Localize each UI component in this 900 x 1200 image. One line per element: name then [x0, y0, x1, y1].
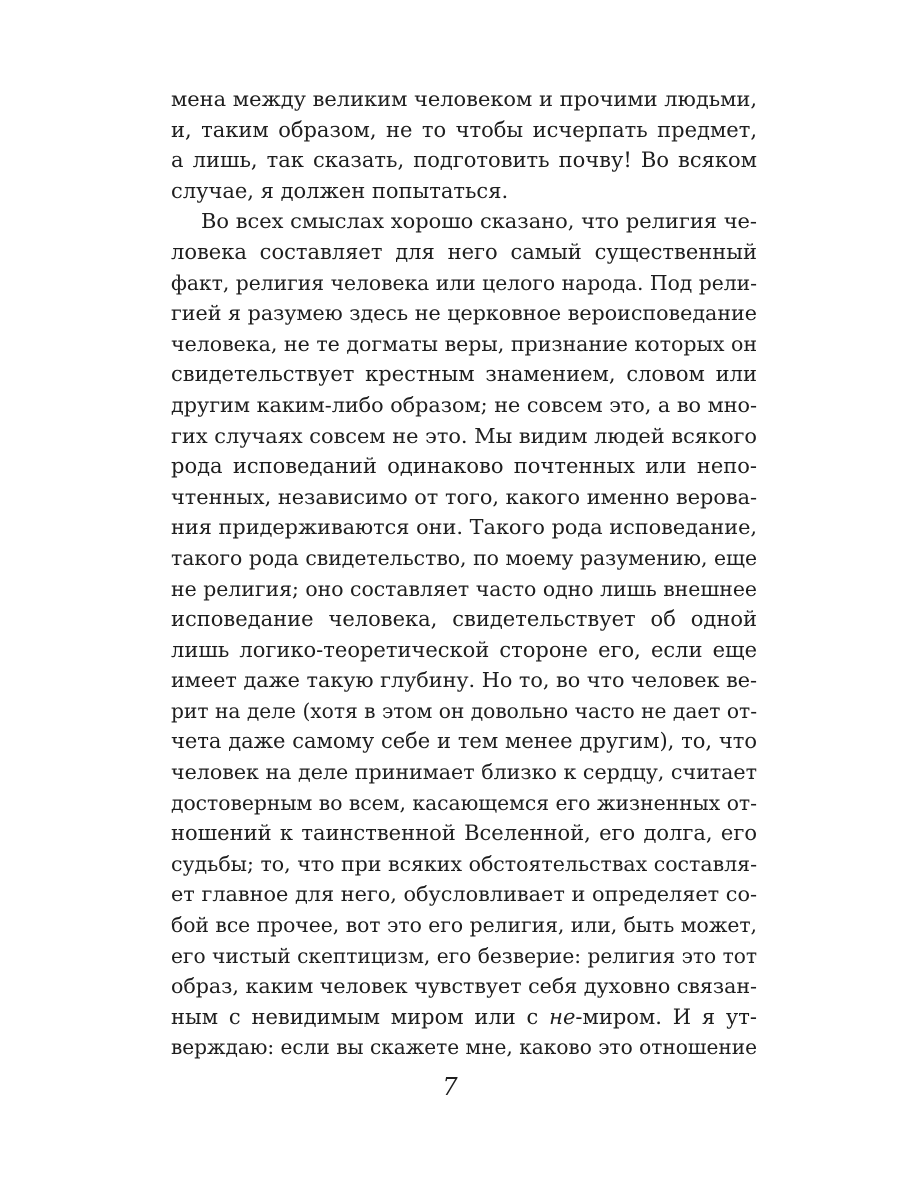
text-line: Во всех смыслах хорошо сказано, что религия че-	[201, 209, 757, 234]
text-line: верждаю: если вы скажете мне, каково это отношение	[171, 1035, 757, 1060]
text-line: чета даже самому себе и тем менее другим), то, что	[171, 729, 757, 754]
text-line: случае, я должен попытаться.	[171, 178, 509, 203]
text-line: свидетельствует крестным знамением, словом или	[171, 362, 757, 387]
text-line: гией я разумею здесь не церковное вероисповедание	[171, 301, 757, 326]
text-line: рит на деле (хотя в этом он довольно часто не дает от-	[171, 698, 757, 723]
body-text	[171, 84, 757, 1063]
text-line: образ, каким человек чувствует себя духовно связан-	[171, 974, 757, 999]
text-line: такого рода свидетельство, по моему разумению, еще	[171, 545, 757, 570]
text-line: ношений к таинственной Вселенной, его долга, его	[171, 821, 757, 846]
text-line: мена между великим человеком и прочими людьми,	[171, 87, 757, 111]
text-line: исповедание человека, свидетельствует об одной	[171, 607, 757, 632]
text-line: ет главное для него, обусловливает и определяет со-	[171, 882, 757, 907]
emphasized-word: не	[549, 1004, 576, 1029]
text-line: факт, религия человека или целого народа. Под рели-	[171, 270, 757, 295]
text-line: бой все прочее, вот это его религия, или, быть может,	[171, 913, 757, 938]
text-line: его чистый скептицизм, его безверие: религия это тот	[171, 943, 757, 968]
text-line: имеет даже такую глубину. Но то, во что человек ве-	[171, 668, 757, 693]
text-line: другим каким-либо образом; не совсем это, а во мно-	[171, 392, 757, 417]
text-line: и, таким образом, не то чтобы исчерпать предмет,	[171, 117, 757, 142]
text-line: лишь логико-теоретической стороне его, если еще	[171, 637, 757, 662]
text-line: человек на деле принимает близко к сердцу, считает	[171, 760, 757, 785]
text-line: достоверным во всем, касающемся его жизненных от-	[171, 790, 757, 815]
text-line: рода исповеданий одинаково почтенных или непо-	[171, 454, 757, 479]
text-line: человека, не те догматы веры, признание которых он	[171, 331, 757, 356]
text-line: ловека составляет для него самый существенный	[171, 239, 757, 264]
text-line: ния придерживаются они. Такого рода исповедание,	[171, 515, 757, 540]
text-line: не религия; оно составляет часто одно лишь внешнее	[171, 576, 757, 601]
text-segment: ным с невидимым миром или с	[171, 1004, 550, 1029]
text-line: гих случаях совсем не это. Мы видим людей всякого	[171, 423, 757, 448]
page-number: 7	[442, 1073, 458, 1101]
text-line: судьбы; то, что при всяких обстоятельствах составля-	[171, 851, 757, 876]
text-line-with-emphasis	[171, 1002, 757, 1033]
text-line: а лишь, так сказать, подготовить почву! Во всяком	[171, 148, 757, 173]
text-line: чтенных, независимо от того, какого именно верова-	[171, 484, 757, 509]
text-segment: -миром. И я ут-	[575, 1004, 757, 1029]
